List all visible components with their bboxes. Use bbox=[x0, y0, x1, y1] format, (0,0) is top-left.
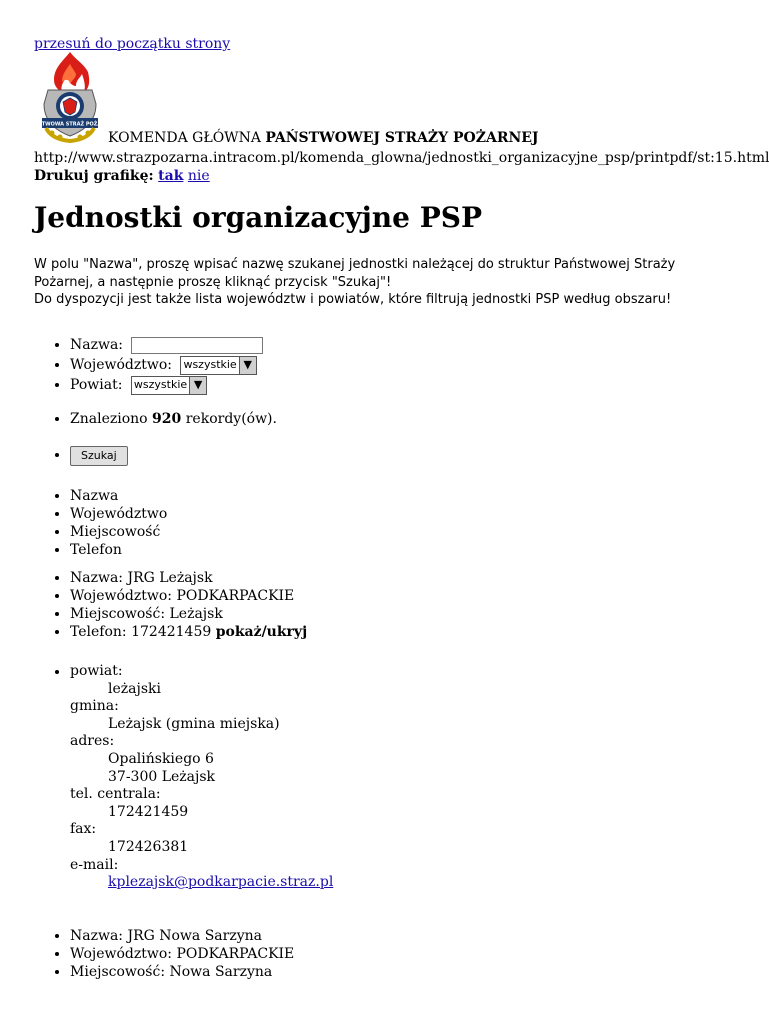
print-graphics-row bbox=[34, 167, 210, 185]
record-name: • Nazwa: JRG Nowa Sarzyna bbox=[70, 927, 294, 945]
intro-line-3: Do dyspozycji jest także lista województw i powiatów, które filtrują jednostki PSP według obszaru! bbox=[34, 292, 672, 307]
detail-fax-value: 172426381 bbox=[108, 838, 189, 855]
record-list-item bbox=[52, 569, 307, 641]
name-filter-row bbox=[70, 335, 263, 355]
voivodeship-filter-row bbox=[70, 355, 263, 375]
print-graphics-yes-link[interactable]: tak bbox=[158, 168, 184, 184]
column-header-name: • Nazwa bbox=[70, 487, 167, 505]
detail-address-line-1: Opalińskiego 6 bbox=[108, 750, 214, 767]
record-list-item bbox=[52, 927, 294, 981]
results-count-list bbox=[52, 410, 277, 428]
show-hide-toggle[interactable]: pokaż/ukryj bbox=[215, 624, 308, 640]
column-header-voivodeship: • Województwo bbox=[70, 505, 167, 523]
chevron-down-icon: ▼ bbox=[189, 377, 206, 394]
results-count-number: 920 bbox=[152, 411, 182, 427]
detail-fax-label: fax: bbox=[70, 821, 97, 838]
search-form bbox=[52, 335, 263, 395]
scroll-to-top-link[interactable]: przesuń do początku strony bbox=[34, 36, 231, 52]
record-voivodeship: • Województwo: PODKARPACKIE bbox=[70, 945, 294, 963]
record-city: • Miejscowość: Leżajsk bbox=[70, 605, 307, 623]
detail-address-line-2: 37-300 Leżajsk bbox=[108, 768, 216, 785]
detail-gmina-label: gmina: bbox=[70, 698, 119, 715]
record-city: • Miejscowość: Nowa Sarzyna bbox=[70, 963, 294, 981]
search-button-row bbox=[70, 444, 128, 466]
organization-prefix: KOMENDA GŁÓWNA bbox=[108, 130, 261, 146]
page-title: Jednostki organizacyjne PSP bbox=[34, 201, 483, 234]
organization-bold: PAŃSTWOWEJ STRAŻY POŻARNEJ bbox=[265, 130, 539, 146]
record-details bbox=[70, 663, 333, 892]
county-filter-label: Powiat: bbox=[70, 377, 123, 393]
detail-gmina-value: Leżajsk (gmina miejska) bbox=[108, 715, 280, 732]
search-button[interactable]: Szukaj bbox=[70, 446, 128, 466]
detail-email-label: e-mail: bbox=[70, 856, 119, 873]
county-select-value: wszystkie bbox=[133, 377, 188, 391]
record-phone-row bbox=[70, 623, 307, 641]
detail-phone-value: 172421459 bbox=[108, 803, 189, 820]
county-select[interactable] bbox=[131, 376, 207, 395]
detail-county-label: powiat: bbox=[70, 663, 123, 679]
voivodeship-select-value: wszystkie bbox=[183, 357, 237, 371]
organization-name bbox=[108, 129, 539, 147]
county-filter-row bbox=[70, 375, 263, 395]
column-header-city: • Miejscowość bbox=[70, 523, 167, 541]
voivodeship-filter-label: Województwo: bbox=[70, 357, 172, 373]
page-url: http://www.strazpozarna.intracom.pl/komenda_glowna/jednostki_organizacyjne_psp/printpdf/st:15.html bbox=[34, 150, 769, 166]
chevron-down-icon: ▼ bbox=[239, 357, 256, 374]
detail-phone-label: tel. centrala: bbox=[70, 786, 161, 803]
detail-email-value bbox=[108, 874, 333, 892]
name-filter-label: Nazwa: bbox=[70, 337, 124, 353]
print-graphics-no-link[interactable]: nie bbox=[187, 168, 210, 184]
print-graphics-label: Drukuj grafikę: bbox=[34, 168, 154, 184]
intro-line-1: W polu "Nazwa", proszę wpisać nazwę szukanej jednostki należącej do struktur Państwowej Straży bbox=[34, 257, 676, 272]
column-headers bbox=[52, 487, 167, 559]
results-count: • Znaleziono 920 rekordy(ów). bbox=[70, 410, 277, 428]
svg-text:PAŃSTWOWA STRAŻ POŻARNA: PAŃSTWOWA STRAŻ POŻARNA bbox=[26, 121, 114, 128]
intro-text bbox=[34, 256, 694, 309]
detail-county-value: leżajski bbox=[108, 680, 161, 697]
column-header-phone: • Telefon bbox=[70, 541, 167, 559]
record-phone: Telefon: 172421459 bbox=[70, 624, 212, 640]
name-search-input[interactable] bbox=[131, 337, 263, 354]
record-voivodeship: • Województwo: PODKARPACKIE bbox=[70, 587, 307, 605]
psp-logo bbox=[26, 50, 114, 142]
search-button-list bbox=[52, 444, 128, 466]
detail-address-label: adres: bbox=[70, 733, 115, 750]
intro-line-2: Pożarnej, a następnie proszę kliknąć przycisk "Szukaj"! bbox=[34, 274, 392, 290]
record-name: • Nazwa: JRG Leżajsk bbox=[70, 569, 307, 587]
voivodeship-select[interactable] bbox=[180, 356, 256, 375]
email-link[interactable]: kplezajsk@podkarpacie.straz.pl bbox=[108, 874, 334, 891]
